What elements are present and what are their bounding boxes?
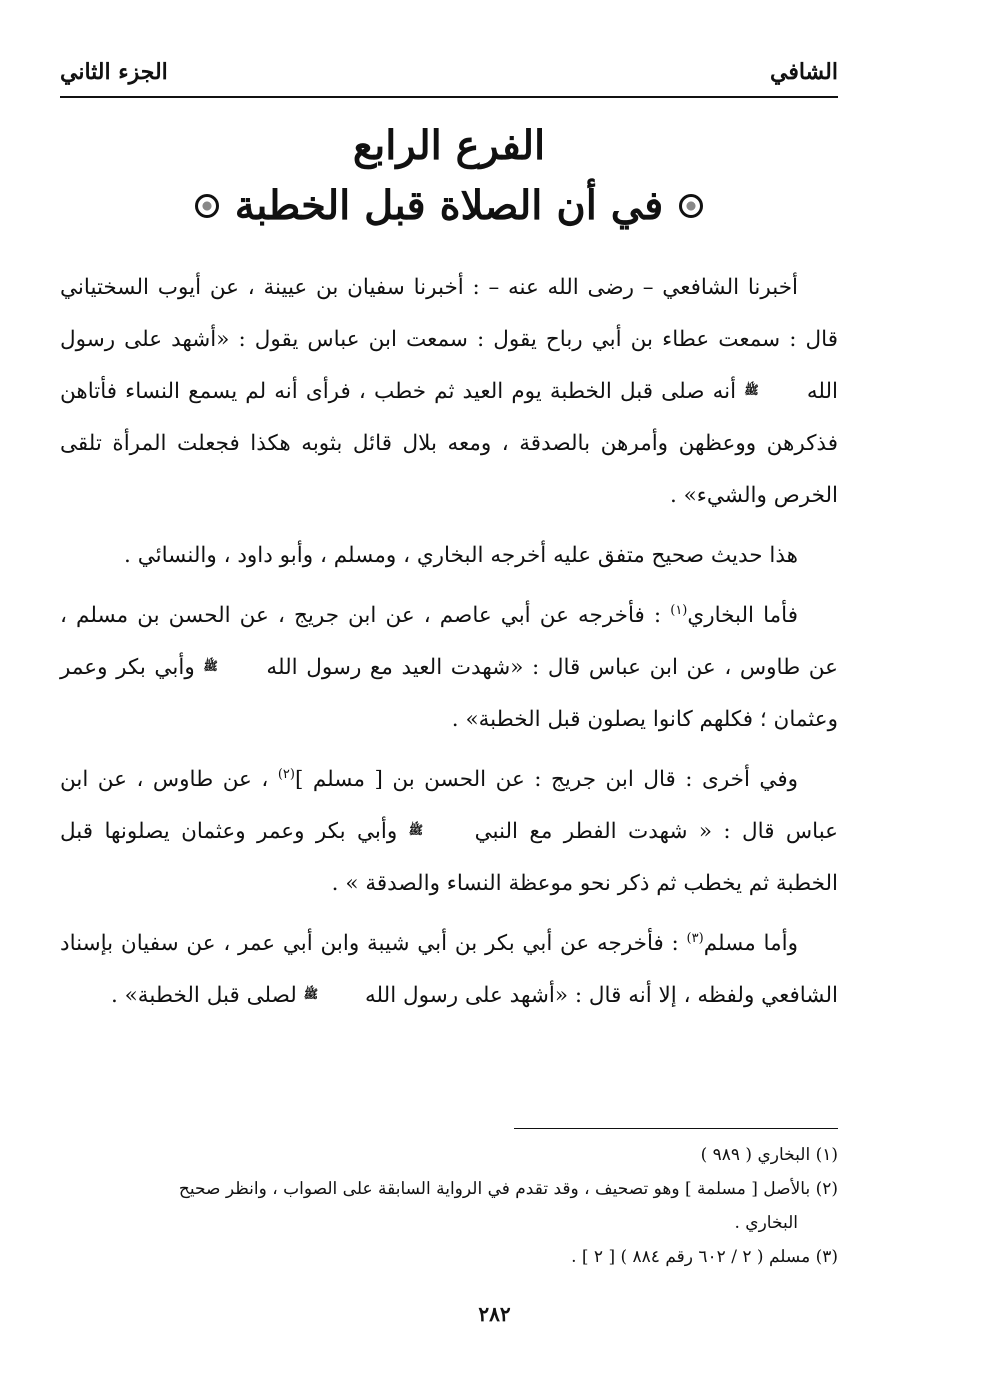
section-title: في أن الصلاة قبل الخطبة	[234, 182, 664, 229]
header-rule	[60, 96, 838, 98]
text-run: وأما مسلم	[703, 931, 798, 956]
footnote-ref[interactable]: (٣)	[686, 930, 704, 946]
text-run: ، عن طاوس ، عن ابن عباس قال : « شهدت الفطر مع النبي	[60, 767, 839, 844]
text-run: وأبي بكر وعمر وعثمان ؛ فكلهم كانوا يصلون قبل الخطبة» .	[60, 655, 838, 732]
paragraph-other-narration	[60, 754, 838, 910]
book-title: الشافي	[770, 59, 838, 85]
text-run: وأبي بكر وعمر وعثمان يصلونها قبل الخطبة ثم يخطب ثم ذكر نحو موعظة النساء والصدقة » .	[60, 819, 838, 896]
footnote-ref[interactable]: (٢)	[277, 766, 295, 782]
paragraph-muslim	[60, 918, 838, 1022]
bullet-icon	[679, 194, 703, 218]
footnote-1: (١) البخاري ( ٩٨٩ )	[700, 1145, 838, 1165]
footnote-2: (٢) بالأصل [ مسلمة ] وهو تصحيف ، وقد تقدم في الرواية السابقة على الصواب ، وانظر صحيح	[178, 1179, 838, 1199]
footnote-3: (٣) مسلم ( ٢ / ٦٠٢ رقم ٨٨٤ ) [ ٢ ] .	[571, 1247, 838, 1267]
text-run: وفي أخرى : قال ابن جريج : عن الحسن بن [ مسلم ]	[294, 767, 799, 792]
page-number: ٢٨٢	[478, 1302, 511, 1326]
paragraph-bukhari	[60, 590, 838, 746]
salawat-icon: ﷺ	[744, 383, 759, 398]
salawat-icon: ﷺ	[203, 659, 218, 674]
footnote-2-continuation: البخاري .	[734, 1213, 798, 1233]
text-run: : فأخرجه عن أبي بكر بن أبي شيبة وابن أبي عمر ، عن سفيان بإسناد الشافعي ولفظه ، إلا أنه قال : «أشهد على رسول الله	[60, 931, 838, 1008]
section-title-row	[60, 174, 838, 238]
footnotes	[60, 1138, 838, 1274]
main-text	[60, 262, 838, 1022]
paragraph-hadith	[60, 262, 838, 522]
text-run: : فأخرجه عن أبي عاصم ، عن ابن جريج ، عن الحسن بن مسلم ، عن طاوس ، عن ابن عباس قال : «شهدت العيد مع رسول الله	[60, 603, 838, 680]
footnote-divider	[514, 1128, 838, 1129]
chapter-titles	[60, 118, 838, 238]
salawat-icon: ﷺ	[303, 987, 319, 1002]
running-header	[60, 52, 838, 92]
bullet-icon	[195, 194, 219, 218]
text-run: أخبرنا الشافعي – رضى الله عنه – : أخبرنا سفيان بن عيينة ، عن أيوب السختياني قال : سمعت عطاء بن أبي رباح يقول : سمعت ابن عباس يقول : «أشهد على رسول الله	[60, 275, 838, 404]
paragraph-grading: هذا حديث صحيح متفق عليه أخرجه البخاري ، ومسلم ، وأبو داود ، والنسائي .	[124, 543, 798, 568]
text-run: فأما البخاري	[687, 603, 799, 628]
footnote-ref[interactable]: (١)	[670, 602, 688, 618]
text-run: أنه صلى قبل الخطبة يوم العيد ثم خطب ، فرأى أنه لم يسمع النساء فأتاهن فذكرهن ووعظهن وأمرهن بالصدقة ، ومعه بلال قائل بثوبه هكذا فجعلت المرأة تلقى الخرص والشيء» .	[60, 379, 838, 508]
salawat-icon: ﷺ	[408, 823, 424, 838]
part-label: الجزء الثاني	[60, 59, 168, 85]
text-run: لصلى قبل الخطبة» .	[110, 983, 297, 1008]
branch-title: الفرع الرابع	[352, 122, 546, 169]
